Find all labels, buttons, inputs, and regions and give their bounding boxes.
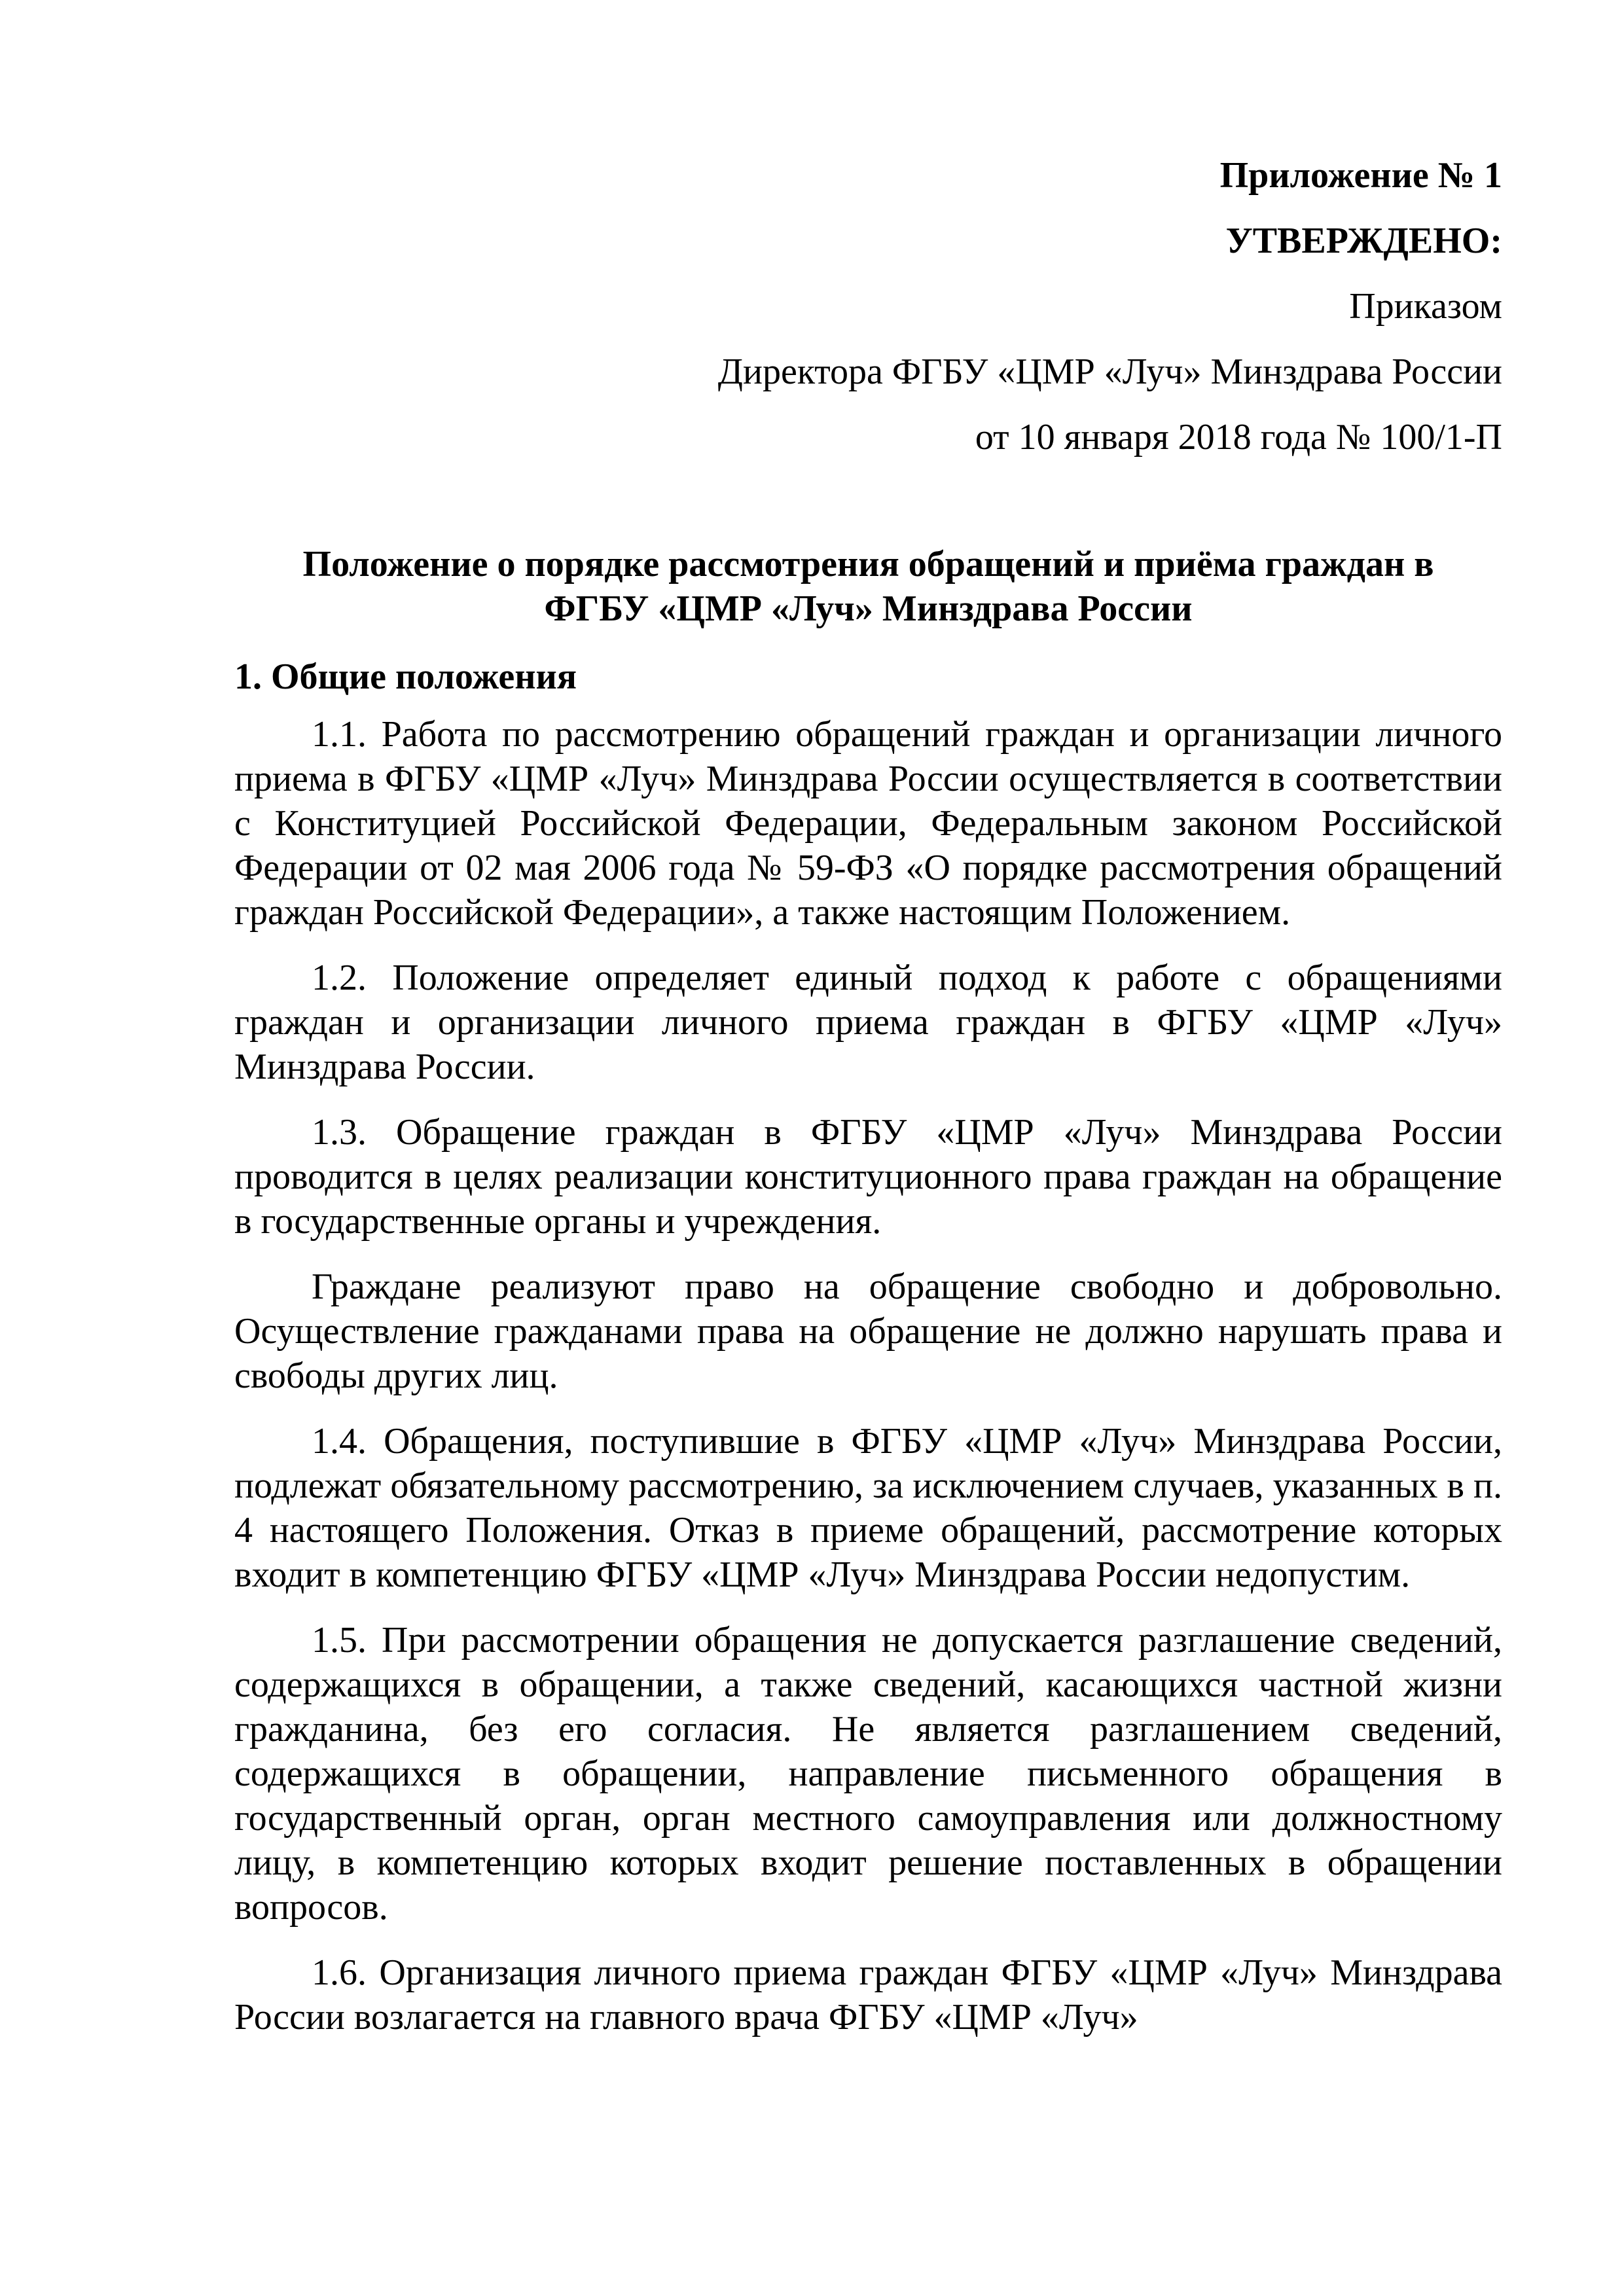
section-body (234, 712, 1502, 2060)
title-line-2: ФГБУ «ЦМР «Луч» Минздрава России (544, 588, 1193, 629)
paragraph-1-1: 1.1. Работа по рассмотрению обращений граждан и организации личного приема в ФГБУ «ЦМР «Луч» Минздрава России осуществляется в соответствии с Конституцией Российской Федерации, Федеральным законом Российской Федерации от 02 мая 2006 года № 59-ФЗ «О порядке рассмотрения обращений граждан Российской Федерации», а также настоящим Положением. (234, 714, 1502, 933)
document-title (234, 542, 1502, 631)
section-heading: 1. Общие положения (234, 656, 577, 697)
title-line-1: Положение о порядке рассмотрения обращений и приёма граждан в (302, 544, 1434, 584)
approved-label: УТВЕРЖДЕНО: (1225, 221, 1502, 261)
order-date-number: от 10 января 2018 года № 100/1-П (975, 417, 1502, 457)
director-line: Директора ФГБУ «ЦМР «Луч» Минздрава России (717, 351, 1502, 392)
paragraph-1-2: 1.2. Положение определяет единый подход к работе с обращениями граждан и организации личного приема граждан в ФГБУ «ЦМР «Луч» Минздрава России. (234, 958, 1502, 1087)
paragraph-1-6: 1.6. Организация личного приема граждан ФГБУ «ЦМР «Луч» Минздрава России возлагается на главного врача ФГБУ «ЦМР «Луч» (234, 1952, 1502, 2037)
approval-header (520, 153, 1502, 459)
paragraph-1-5: 1.5. При рассмотрении обращения не допускается разглашение сведений, содержащихся в обращении, а также сведений, касающихся частной жизни гражданина, без его согласия. Не является разглашением сведений, содержащихся в обращении, направление письменного обращения в государственный орган, орган местного самоуправления или должностному лицу, в компетенцию которых входит решение поставленных в обращении вопросов. (234, 1620, 1502, 1928)
paragraph-citizens-right: Граждане реализуют право на обращение свободно и добровольно. Осуществление гражданами права на обращение не должно нарушать права и свободы других лиц. (234, 1266, 1502, 1396)
paragraph-1-4: 1.4. Обращения, поступившие в ФГБУ «ЦМР «Луч» Минздрава России, подлежат обязательному рассмотрению, за исключением случаев, указанных в п. 4 настоящего Положения. Отказ в приеме обращений, рассмотрение которых входит в компетенцию ФГБУ «ЦМР «Луч» Минздрава России недопустим. (234, 1421, 1502, 1595)
order-label: Приказом (1349, 286, 1502, 327)
appendix-label: Приложение № 1 (1219, 155, 1502, 196)
paragraph-1-3: 1.3. Обращение граждан в ФГБУ «ЦМР «Луч» Минздрава России проводится в целях реализации конституционного права граждан на обращение в государственные органы и учреждения. (234, 1112, 1502, 1242)
